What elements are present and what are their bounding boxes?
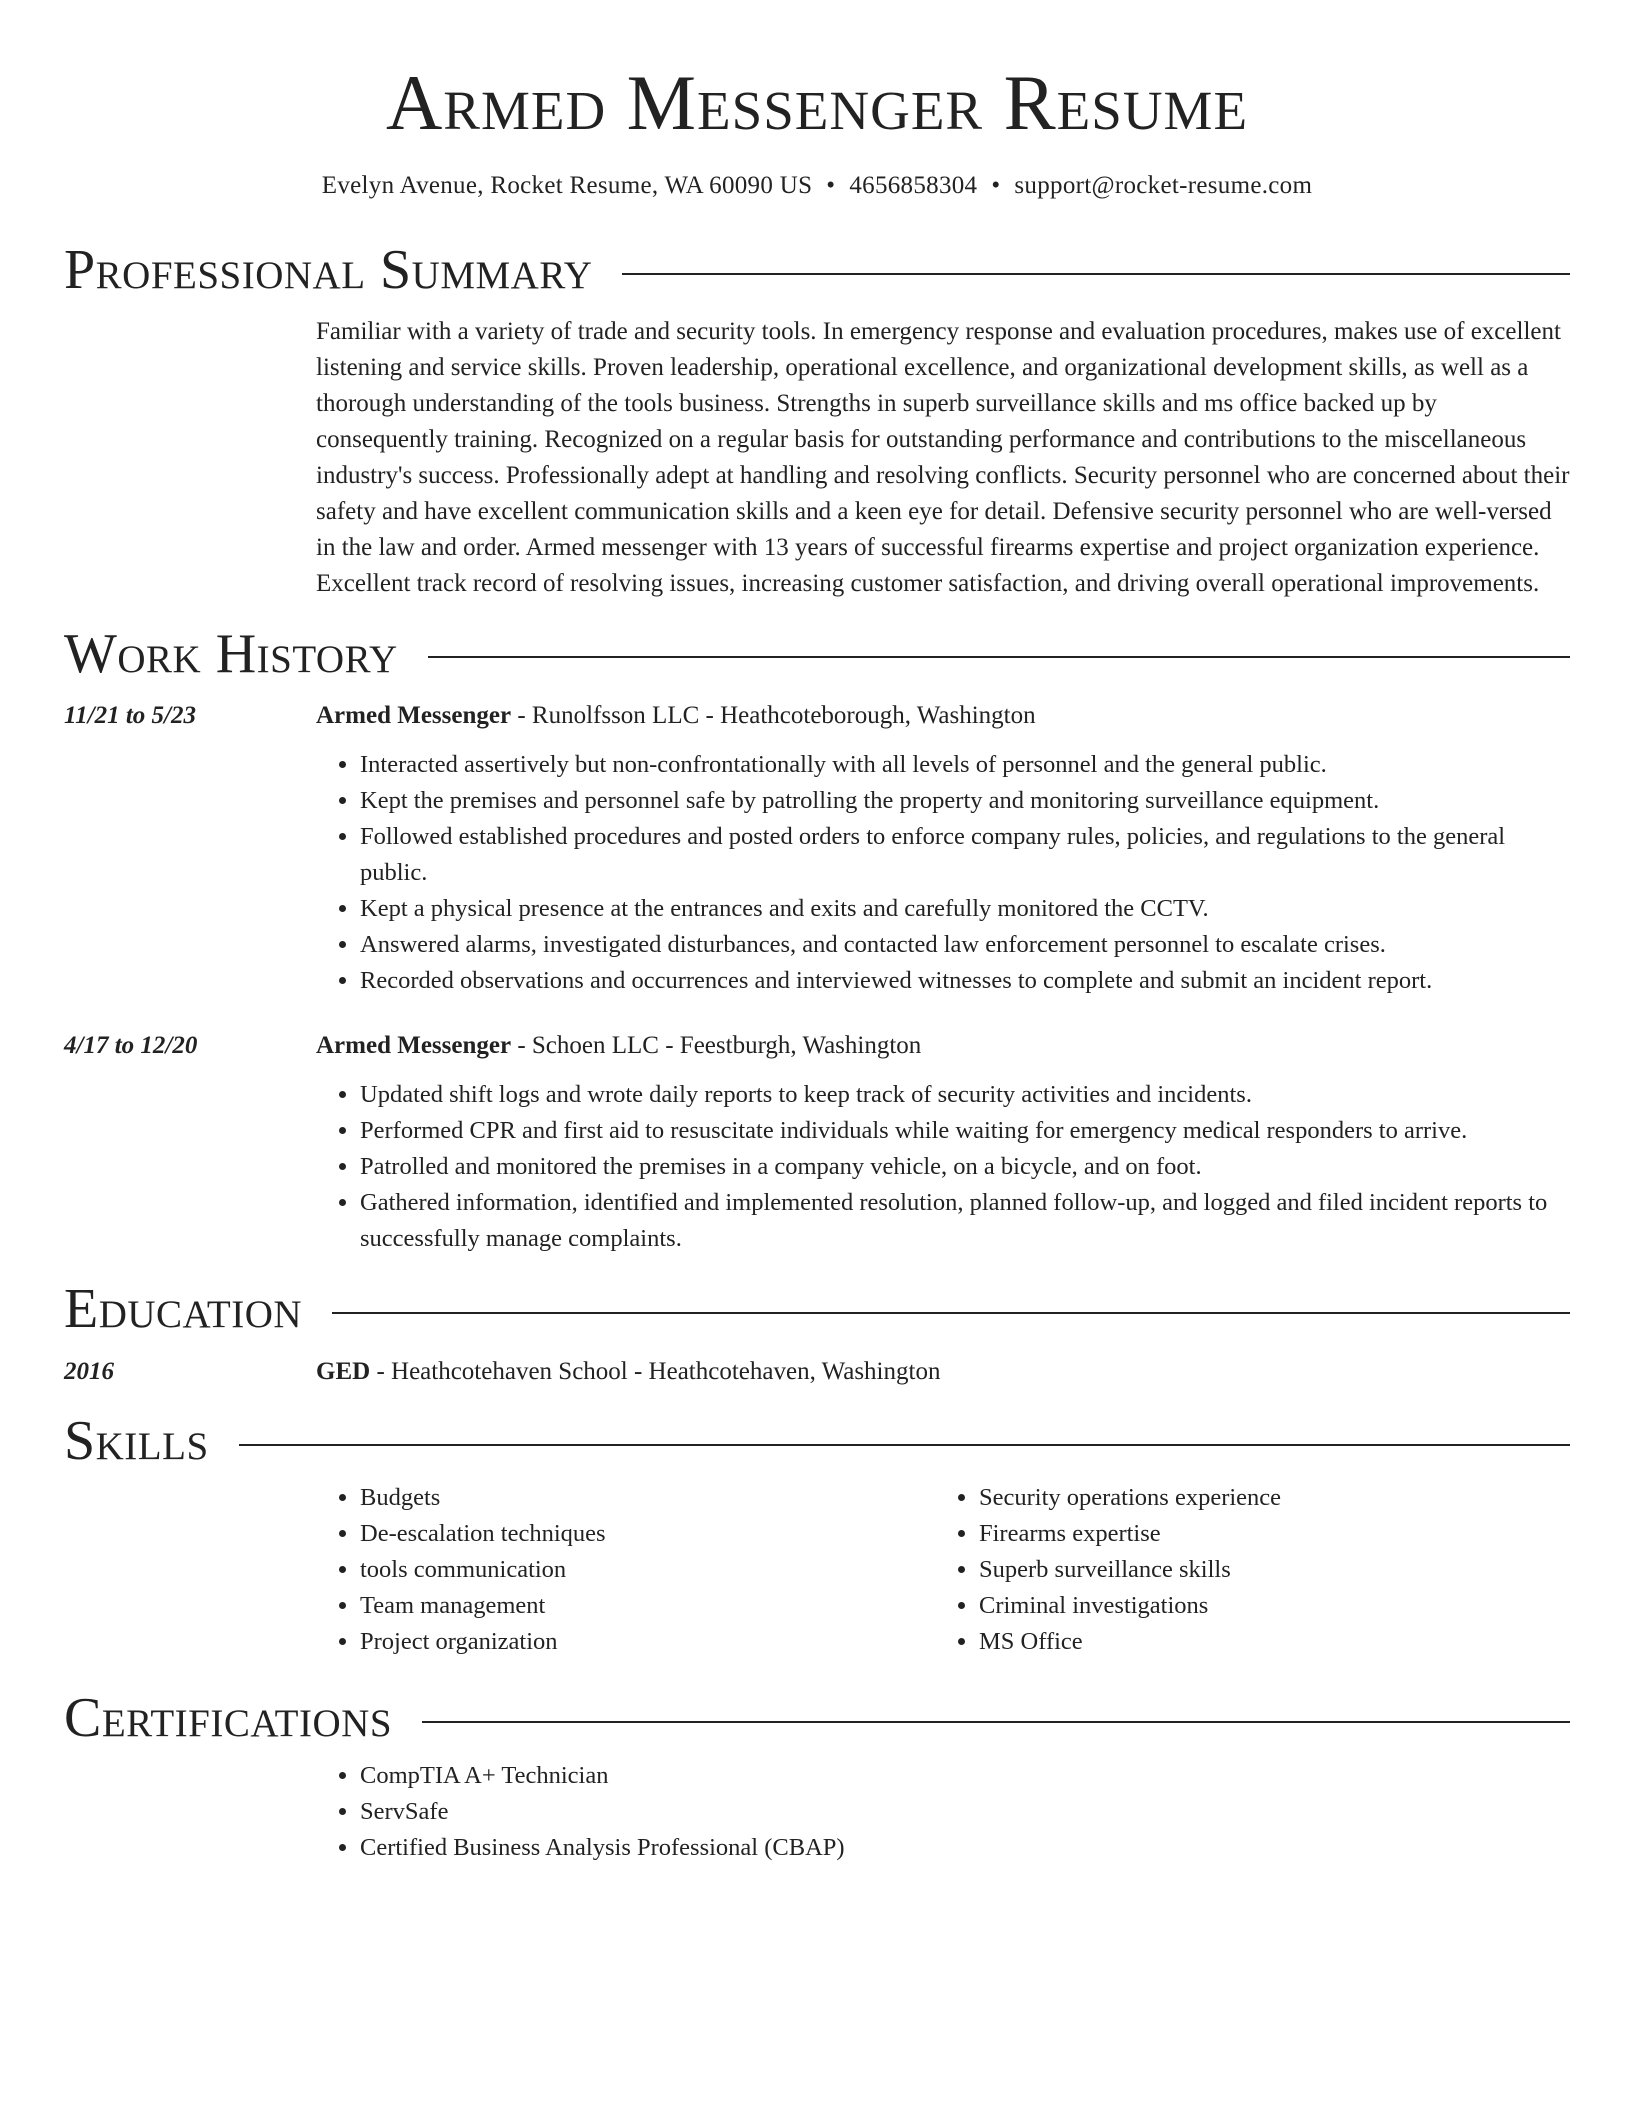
- contact-phone: 4656858304: [849, 172, 978, 199]
- job-role: Armed Messenger: [316, 702, 512, 730]
- job-dates: 11/21 to 5/23: [64, 702, 196, 730]
- list-item: • Kept the premises and personnel safe by patrolling the property and monitoring surveillance equipment.: [360, 783, 1570, 819]
- list-item: • Certified Business Analysis Professional (CBAP): [360, 1830, 1570, 1866]
- list-item: • Recorded observations and occurrences and interviewed witnesses to complete and submit an incident report.: [360, 963, 1570, 999]
- job-bullets: [316, 747, 1570, 999]
- list-item: • Gathered information, identified and implemented resolution, planned follow-up, and logged and filed incident reports to successfully manage complaints.: [360, 1185, 1570, 1257]
- list-item: • Security operations experience: [979, 1480, 1570, 1516]
- section-rule: [239, 1444, 1570, 1446]
- section-header-certifications: [64, 1688, 1570, 1750]
- skills-column: [316, 1480, 935, 1660]
- contact-separator: •: [991, 172, 1001, 199]
- list-item: • Patrolled and monitored the premises in a company vehicle, on a bicycle, and on foot.: [360, 1149, 1570, 1185]
- summary-row: [64, 302, 1570, 602]
- list-item: • Followed established procedures and posted orders to enforce company rules, policies, and regulations to the general public.: [360, 819, 1570, 891]
- job-role: Armed Messenger: [316, 1032, 512, 1060]
- section-rule: [332, 1312, 1570, 1314]
- list-item: • Kept a physical presence at the entrances and exits and carefully monitored the CCTV.: [360, 891, 1570, 927]
- list-item: • tools communication: [360, 1552, 935, 1588]
- summary-text: Familiar with a variety of trade and security tools. In emergency response and evaluation procedures, makes use of excellent listening and service skills. Proven leadership, operational excellence, and organizational development skills, as well as a thorough understanding of the tools business. Strengths in superb surveillance skills and ms office backed up by consequently training. Recognized on a regular basis for outstanding performance and contributions to the miscellaneous industry's success. Professionally adept at handling and resolving conflicts. Security personnel who are concerned about their safety and have excellent communication skills and a keen eye for detail. Defensive security personnel who are well-versed in the law and order. Armed messenger with 13 years of successful firearms expertise and project organization experience. Excellent track record of resolving issues, increasing customer satisfaction, and driving overall operational improvements.: [316, 317, 1570, 597]
- list-item: • Team management: [360, 1588, 935, 1624]
- section-header-work: [64, 624, 1570, 686]
- section-header-skills: [64, 1411, 1570, 1473]
- section-rule: [622, 273, 1570, 275]
- list-item: • Updated shift logs and wrote daily reports to keep track of security activities and incidents.: [360, 1077, 1570, 1113]
- section-rule: [428, 656, 1570, 658]
- section-title-summary: Professional Summary: [64, 239, 593, 301]
- section-title-certifications: Certifications: [64, 1687, 393, 1750]
- skills-grid: [316, 1480, 1570, 1660]
- list-item: • Answered alarms, investigated disturbances, and contacted law enforcement personnel to escalate crises.: [360, 927, 1570, 963]
- contact-line: [64, 172, 1570, 200]
- resume-page: [64, 0, 1570, 1866]
- list-item: • Budgets: [360, 1480, 935, 1516]
- list-item: • Project organization: [360, 1624, 935, 1660]
- list-item: • ServSafe: [360, 1794, 1570, 1830]
- list-item: • MS Office: [979, 1624, 1570, 1660]
- contact-email: support@rocket-resume.com: [1014, 172, 1313, 199]
- contact-address: Evelyn Avenue, Rocket Resume, WA 60090 US: [321, 172, 813, 199]
- job-details: - Schoen LLC - Feestburgh, Washington: [511, 1032, 922, 1060]
- education-details: - Heathcotehaven School - Heathcotehaven, Washington: [370, 1357, 941, 1385]
- section-title-skills: Skills: [64, 1409, 209, 1472]
- skills-column: [935, 1480, 1570, 1660]
- section-header-summary: [64, 240, 1570, 302]
- list-item: • CompTIA A+ Technician: [360, 1758, 1570, 1794]
- section-header-education: [64, 1279, 1570, 1341]
- list-item: • Interacted assertively but non-confrontationally with all levels of personnel and the general public.: [360, 747, 1570, 783]
- education-entry: [64, 1355, 1570, 1389]
- section-title-education: Education: [64, 1278, 303, 1341]
- resume-name: Armed Messenger Resume: [385, 59, 1249, 146]
- job-entry: [64, 699, 1570, 999]
- section-title-work: Work History: [64, 622, 398, 685]
- education-degree: GED: [316, 1357, 371, 1385]
- list-item: • Criminal investigations: [979, 1588, 1570, 1624]
- list-item: • De-escalation techniques: [360, 1516, 935, 1552]
- section-rule: [422, 1721, 1570, 1723]
- job-details: - Runolfsson LLC - Heathcoteborough, Washington: [511, 702, 1036, 730]
- list-item: • Performed CPR and first aid to resuscitate individuals while waiting for emergency medical responders to arrive.: [360, 1113, 1570, 1149]
- job-bullets: [316, 1077, 1570, 1257]
- list-item: • Superb surveillance skills: [979, 1552, 1570, 1588]
- list-item: • Firearms expertise: [979, 1516, 1570, 1552]
- contact-separator: •: [826, 172, 836, 199]
- certifications-list: [316, 1758, 1570, 1866]
- skills-row: [64, 1480, 1570, 1660]
- certifications-row: [64, 1758, 1570, 1866]
- job-dates: 4/17 to 12/20: [64, 1032, 198, 1060]
- job-entry: [64, 1029, 1570, 1257]
- education-year: 2016: [64, 1357, 114, 1385]
